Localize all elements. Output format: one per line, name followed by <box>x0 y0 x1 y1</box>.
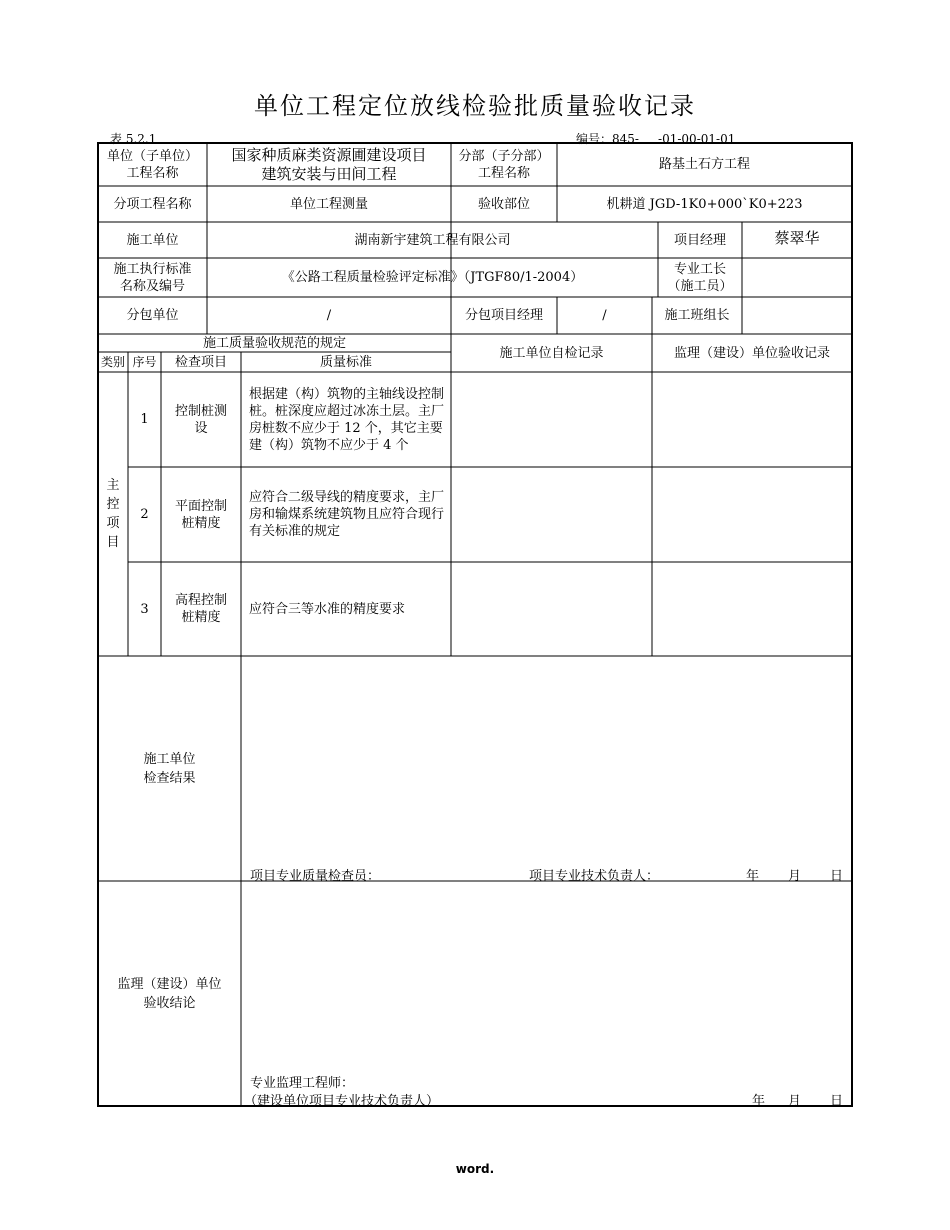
spec-group-header: 施工质量验收规范的规定 <box>202 335 346 351</box>
sub-manager-value: / <box>602 308 607 323</box>
subcontractor-label: 分包单位 <box>126 308 179 323</box>
item-project-value: 单位工程测量 <box>289 196 368 212</box>
col-item-header: 检查项目 <box>174 354 227 370</box>
item-project-label: 分项工程名称 <box>113 196 192 212</box>
construction-result-label: 施工单位 检查结果 <box>143 751 196 786</box>
sub-project-label: 分部（子分部） 工程名称 <box>458 148 550 181</box>
sub-manager-label: 分包项目经理 <box>464 308 543 323</box>
item-2-standard: 应符合二级导线的精度要求，主厂房和输煤系统建筑物且应符合现行有关标准的规定 <box>249 490 445 539</box>
supervision-result-label: 监理（建设）单位 验收结论 <box>117 976 222 1011</box>
item-1-supervisor-record[interactable] <box>652 372 852 467</box>
foreman-value <box>742 258 852 297</box>
construction-unit-value: 湖南新宇建筑工程有限公司 <box>354 232 511 248</box>
item-2-self-check[interactable] <box>451 467 652 562</box>
construction-unit-label: 施工单位 <box>126 232 179 248</box>
item-1-name: 控制桩测 设 <box>174 403 227 436</box>
acceptance-part-value: 机耕道 JGD-1K0+000`K0+223 <box>606 196 803 212</box>
item-3-no: 3 <box>140 601 149 617</box>
quality-inspector-label: 项目专业质量检查员： <box>250 869 381 884</box>
supervision-date-day: 日 <box>830 1094 844 1109</box>
item-3-standard: 应符合三等水准的精度要求 <box>249 601 406 617</box>
acceptance-part-label: 验收部位 <box>477 196 530 212</box>
subcontractor-value: / <box>326 308 332 323</box>
construction-date-month: 月 <box>788 869 802 884</box>
project-manager-label: 项目经理 <box>673 232 726 248</box>
standard-value: 《公路工程质量检验评定标准》（JTGF80/1-2004） <box>281 270 584 285</box>
supervision-date-month: 月 <box>788 1094 802 1109</box>
col-standard-header: 质量标准 <box>319 354 372 370</box>
col-supervisor-header: 监理（建设）单位验收记录 <box>673 345 830 361</box>
supervising-engineer-label: 专业监理工程师： <box>250 1076 355 1091</box>
item-2-no: 2 <box>140 507 149 522</box>
foreman-label: 专业工长 （施工员） <box>667 261 733 294</box>
item-3-name: 高程控制 桩精度 <box>174 593 227 625</box>
project-manager-value: 蔡翠华 <box>774 228 820 247</box>
document-title: 单位工程定位放线检验批质量验收记录 <box>254 92 696 120</box>
standard-label: 施工执行标准 名称及编号 <box>113 261 192 294</box>
item-1-self-check[interactable] <box>451 372 652 467</box>
item-2-supervisor-record[interactable] <box>652 467 852 562</box>
supervision-date-year: 年 <box>752 1094 766 1109</box>
footer-word: word. <box>455 1162 495 1176</box>
construction-date-day: 日 <box>830 869 844 884</box>
item-1-standard: 根据建（构）筑物的主轴线设控制桩。桩深度应超过冰冻土层。主厂房桩数不应少于 12 个，其它主要建（构）筑物不应少于 4 个 <box>249 386 445 453</box>
table-number: 表 5.2.1 <box>110 132 157 146</box>
unit-project-value: 国家种质麻类资源圃建设项目 建筑安装与田间工程 <box>231 145 427 183</box>
serial-label: 编号：845- <box>576 132 639 146</box>
construction-date-year: 年 <box>746 869 760 884</box>
item-2-name: 平面控制 桩精度 <box>174 498 227 531</box>
serial-suffix: -01-00-01-01 <box>658 132 736 146</box>
col-no-header: 序号 <box>132 354 157 369</box>
col-self-check-header: 施工单位自检记录 <box>499 345 604 361</box>
item-3-supervisor-record[interactable] <box>652 562 852 656</box>
team-leader-value <box>742 297 852 334</box>
unit-project-label: 单位（子单位） 工程名称 <box>106 148 198 181</box>
item-1-no: 1 <box>140 412 149 427</box>
col-category-header: 类别 <box>100 354 125 369</box>
item-3-self-check[interactable] <box>451 562 652 656</box>
owner-representative-label: （建设单位项目专业技术负责人） <box>244 1094 440 1109</box>
sub-project-value: 路基土石方工程 <box>658 157 750 172</box>
team-leader-label: 施工班组长 <box>664 308 730 323</box>
category-main-control: 主 控 项 目 <box>106 478 120 550</box>
tech-lead-label: 项目专业技术负责人： <box>529 869 660 884</box>
